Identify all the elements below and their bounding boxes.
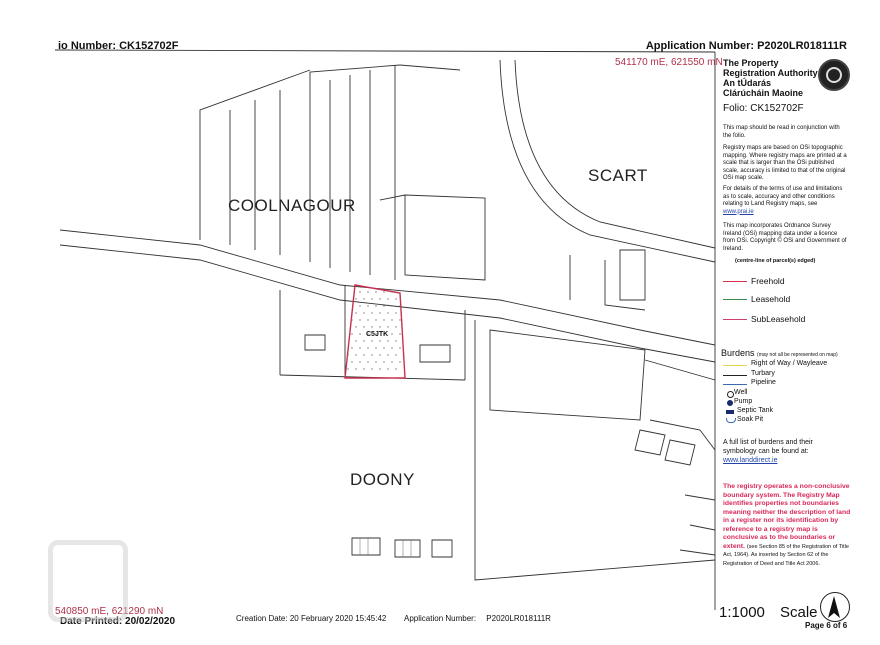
septic-tank-icon <box>726 410 734 414</box>
legend-leasehold: Leasehold <box>751 294 791 304</box>
subleasehold-line-icon <box>723 319 747 320</box>
boundary-warning-red: The registry operates a non-conclusive boundary system. The Registry Map identifies properties not boundaries meaning neither the description of land in a register nor its identification by reference to a registry map is conclusive as to the boundaries or extent. <box>723 483 851 550</box>
landdirect-link[interactable]: www.landdirect.ie <box>723 457 778 464</box>
full-list-text: A full list of burdens and their symbology can be found at: <box>723 439 813 455</box>
footer-application-value: P2020LR018111R <box>486 614 551 623</box>
boundary-warning <box>723 483 851 568</box>
authority-line-1: The Property <box>723 58 779 68</box>
boundary-warning-ref: (see Section 85 of the Registration of Title Act, 1964). As inserted by Section 62 of the Registration of Deed and Title Act 2006. <box>723 543 849 567</box>
legend-well: Well <box>734 389 748 396</box>
legend-freehold: Freehold <box>751 276 785 286</box>
note-copyright: This map incorporates Ordnance Survey Ireland (OSi) mapping data under a licence from OSi. Copyright © OSi and Government of Ireland. <box>723 223 847 252</box>
note-terms <box>723 186 849 216</box>
parcel-label[interactable]: C5JTK <box>366 331 389 338</box>
folio-number: Folio: CK152702F <box>723 103 804 114</box>
creation-date-value: 20 February 2020 15:45:42 <box>289 614 387 623</box>
creation-date <box>236 614 386 623</box>
leasehold-line-icon <box>723 299 747 300</box>
legend-septic-tank: Septic Tank <box>737 407 774 414</box>
legend-subleasehold: SubLeasehold <box>751 314 806 324</box>
turbary-line-icon <box>723 375 747 376</box>
full-list-note <box>723 438 848 465</box>
coordinate-bottom-left: 540850 mE, 621290 mN <box>55 606 164 617</box>
north-arrow-icon <box>820 592 850 622</box>
scale-label: Scale <box>780 604 818 621</box>
right-of-way-line-icon <box>723 365 747 366</box>
authority-name <box>723 58 818 98</box>
footer-application-number <box>404 614 551 623</box>
legend-pump: Pump <box>734 398 753 405</box>
prai-link[interactable]: www.prai.ie <box>723 208 754 215</box>
place-coolnagour: COOLNAGOUR <box>228 196 356 215</box>
legend-pipeline: Pipeline <box>751 379 776 386</box>
burdens-heading: Burdens <box>721 348 755 358</box>
footer-application-label: Application Number: <box>404 614 477 623</box>
legend-soak-pit: Soak Pit <box>737 416 764 423</box>
application-number-header: Application Number: P2020LR018111R <box>645 40 847 52</box>
authority-line-4: Clárúcháin Maoine <box>723 88 804 98</box>
authority-line-2: Registration Authority <box>723 68 818 78</box>
note-osi: Registry maps are based on OSi topographic mapping. Where registry maps are printed at a scale that is larger than the OSi published scale, accuracy is limited to that of the original OSi map scale. <box>723 145 847 181</box>
place-scart: SCART <box>588 166 648 185</box>
well-icon <box>727 391 734 398</box>
burdens-title <box>721 348 838 358</box>
note-terms-text: For details of the terms of use and limitations as to scale, accuracy and other conditions relating to Land Registry maps, see <box>723 186 843 207</box>
authority-logo-icon <box>818 59 850 91</box>
creation-date-label: Creation Date: <box>236 614 288 623</box>
authority-line-3: An tÚdarás <box>723 78 772 88</box>
folio-number-header: io Number: CK152702F <box>58 40 179 52</box>
legend-right-of-way: Right of Way / Wayleave <box>751 360 828 367</box>
page-number: Page 6 of 6 <box>805 621 848 630</box>
watermark-logo-icon <box>48 540 128 622</box>
date-printed: Date Printed: 20/02/2020 <box>60 616 176 627</box>
map-scale: 1:1000 <box>719 604 765 621</box>
pipeline-line-icon <box>723 384 747 385</box>
pump-icon <box>727 400 733 406</box>
legend-turbary: Turbary <box>751 370 775 377</box>
note-folio: This map should be read in conjunction with the folio. <box>723 125 840 139</box>
burdens-note: (may not all be represented on map) <box>757 352 838 358</box>
freehold-line-icon <box>723 281 747 282</box>
coordinate-top-right: 541170 mE, 621550 mN <box>615 57 723 68</box>
legend-centreline-note: (centre-line of parcel(s) edged) <box>735 258 816 264</box>
place-doony: DOONY <box>350 470 415 489</box>
